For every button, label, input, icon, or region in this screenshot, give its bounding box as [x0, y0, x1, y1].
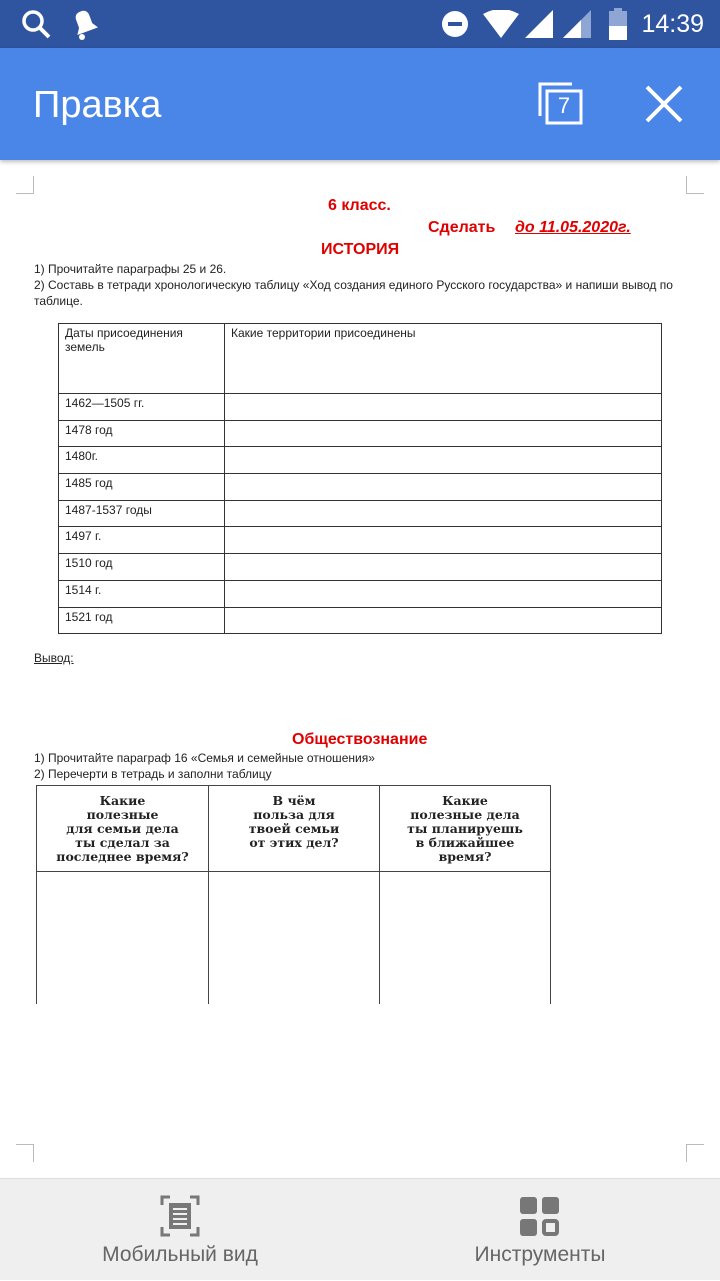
history-table — [58, 323, 662, 634]
close-icon[interactable] — [644, 84, 684, 124]
answer-cell — [209, 872, 380, 1004]
signal-icon — [525, 10, 553, 38]
mobile-view-icon — [160, 1195, 200, 1237]
date-cell: 1521 год — [59, 607, 225, 634]
history-title: ИСТОРИЯ — [321, 241, 400, 258]
notification-bell-icon — [66, 6, 102, 42]
date-cell: 1514 г. — [59, 580, 225, 607]
date-cell: 1487-1537 годы — [59, 500, 225, 527]
territory-cell — [225, 607, 662, 634]
page-corner-mark — [16, 176, 34, 194]
territory-cell — [225, 554, 662, 581]
social-title: Обществознание — [292, 731, 428, 748]
social-task-1: 1) Прочитайте параграф 16 «Семья и семейные отношения» — [34, 751, 375, 765]
battery-icon — [608, 8, 628, 40]
conclusion-label: Вывод: — [34, 651, 74, 665]
table-row — [59, 474, 662, 501]
date-cell: 1510 год — [59, 554, 225, 581]
social-task-2: 2) Перечерти в тетрадь и заполни таблицу — [34, 767, 272, 781]
date-cell: 1478 год — [59, 420, 225, 447]
territory-cell — [225, 474, 662, 501]
social-table — [36, 785, 551, 1004]
territory-cell — [225, 447, 662, 474]
table-row — [59, 580, 662, 607]
page-title: Правка — [33, 84, 162, 126]
table-row — [59, 607, 662, 634]
table-row — [59, 500, 662, 527]
clock: 14:39 — [641, 10, 704, 38]
pages-count: 7 — [557, 93, 571, 118]
grade-heading: 6 класс. — [328, 197, 391, 214]
table-header: Даты присоединения земель — [59, 324, 225, 394]
wifi-icon — [483, 10, 519, 38]
table-row — [59, 527, 662, 554]
table-header: В чём польза для твоей семьи от этих дел? — [209, 786, 380, 872]
date-cell: 1462—1505 гг. — [59, 394, 225, 421]
table-row — [59, 554, 662, 581]
territory-cell — [225, 580, 662, 607]
history-task-2: 2) Составь в тетради хронологическую таблицу «Ход создания единого Русского государства» и напиши вывод по таблице. — [34, 278, 673, 308]
date-cell: 1497 г. — [59, 527, 225, 554]
deadline: до 11.05.2020г. — [515, 219, 631, 236]
mobile-view-button[interactable] — [0, 1179, 360, 1281]
do-not-disturb-icon — [441, 10, 469, 38]
answer-cell — [37, 872, 209, 1004]
territory-cell — [225, 527, 662, 554]
pages-button[interactable] — [538, 82, 584, 126]
date-cell: 1480г. — [59, 447, 225, 474]
search-icon — [20, 8, 52, 40]
answer-cell — [380, 872, 551, 1004]
tools-button[interactable] — [360, 1179, 720, 1281]
history-task-1: 1) Прочитайте параграфы 25 и 26. — [34, 262, 227, 276]
table-row — [37, 872, 551, 1004]
table-row — [59, 394, 662, 421]
table-row — [59, 447, 662, 474]
territory-cell — [225, 420, 662, 447]
tools-label: Инструменты — [474, 1243, 606, 1266]
page-corner-mark — [686, 176, 704, 194]
mobile-view-label: Мобильный вид — [102, 1243, 258, 1266]
table-header: Какие полезные для семьи дела ты сделал за последнее время? — [37, 786, 209, 872]
page-corner-mark — [16, 1144, 34, 1162]
signal-2-icon — [563, 10, 591, 38]
page-corner-mark — [686, 1144, 704, 1162]
app-bar — [0, 48, 720, 160]
date-cell: 1485 год — [59, 474, 225, 501]
status-bar — [0, 0, 720, 48]
do-label: Сделать — [428, 219, 496, 236]
table-header: Какие территории присоединены — [225, 324, 662, 394]
table-header: Какие полезные дела ты планируешь в ближайшее время? — [380, 786, 551, 872]
bottom-bar — [0, 1178, 720, 1280]
table-row — [59, 420, 662, 447]
territory-cell — [225, 394, 662, 421]
territory-cell — [225, 500, 662, 527]
tools-icon — [518, 1195, 562, 1239]
